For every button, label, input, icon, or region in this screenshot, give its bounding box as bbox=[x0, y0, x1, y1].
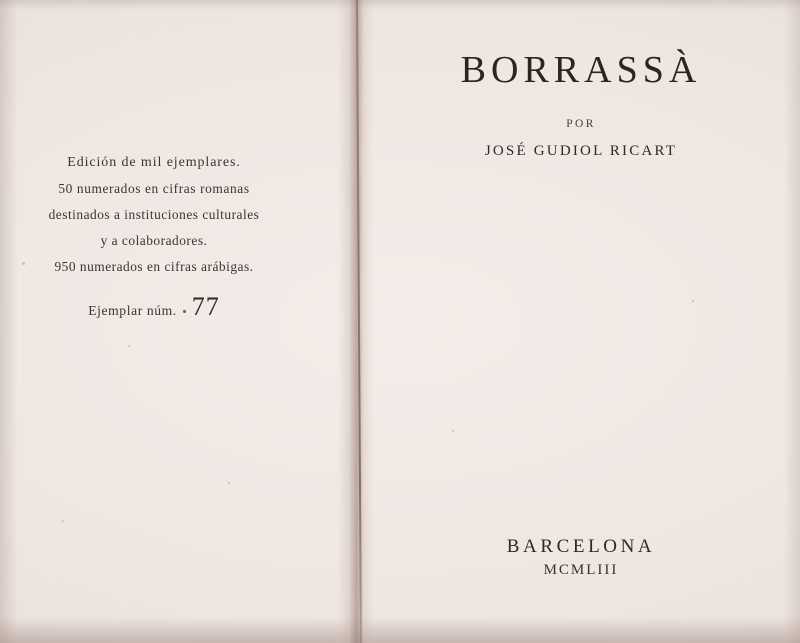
paper-speck bbox=[128, 345, 130, 347]
colophon-line: Edición de mil ejemplares. bbox=[67, 155, 241, 170]
copy-number-value: 77 bbox=[191, 292, 220, 321]
colophon-block bbox=[34, 150, 274, 324]
paper-speck bbox=[692, 300, 694, 302]
colophon-line: 950 numerados en cifras arábigas. bbox=[54, 259, 254, 274]
imprint-city: BARCELONA bbox=[506, 536, 656, 557]
byline-label: POR bbox=[566, 118, 596, 130]
book-spine-line bbox=[356, 0, 362, 643]
copy-number-label: Ejemplar núm. bbox=[88, 303, 177, 318]
paper-speck bbox=[452, 430, 454, 432]
paper-speck bbox=[62, 520, 64, 522]
colophon-line: destinados a instituciones culturales bbox=[48, 207, 260, 222]
author-name: JOSÉ GUDIOL RICART bbox=[484, 143, 678, 159]
colophon-line: 50 numerados en cifras romanas bbox=[58, 181, 250, 196]
copy-number-line bbox=[34, 294, 274, 324]
imprint-year: MCMLIII bbox=[543, 562, 619, 578]
colophon-line: y a colaboradores. bbox=[100, 233, 208, 248]
paper-speck bbox=[22, 262, 25, 265]
paper-speck bbox=[228, 482, 230, 484]
left-page bbox=[0, 0, 350, 643]
right-page bbox=[362, 0, 800, 643]
separator-dot-icon bbox=[183, 310, 186, 313]
page-title: BORRASSÀ bbox=[460, 49, 702, 91]
